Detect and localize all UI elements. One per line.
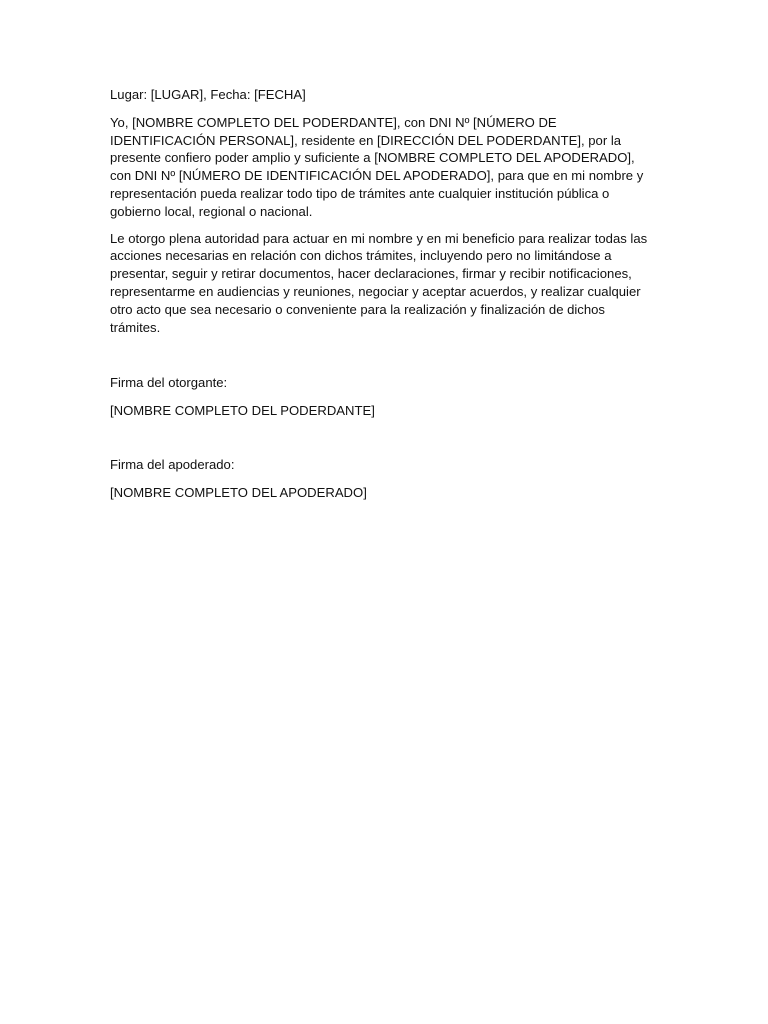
- document-body: [110, 86, 655, 502]
- attorney-signature-label: Firma del apoderado:: [110, 456, 235, 472]
- grantor-signature-label: Firma del otorgante:: [110, 375, 228, 391]
- place-date-line: Lugar: [LUGAR], Fecha: [FECHA]: [110, 87, 306, 102]
- attorney-name: [NOMBRE COMPLETO DEL APODERADO]: [110, 484, 367, 500]
- power-of-attorney-paragraph: Yo, [NOMBRE COMPLETO DEL PODERDANTE], con DNI Nº [NÚMERO DE IDENTIFICACIÓN PERSONAL], residente en [DIRECCIÓN DEL PODERDANTE], por la presente confiero poder amplio y suficiente a [NOMBRE COMPLETO DEL APODERADO], con DNI Nº [NÚMERO DE IDENTIFICACIÓN DEL APODERADO], para que en mi nombre y representación pueda realizar todo tipo de trámites ante cualquier institución pública o gobierno local, regional o nacional.: [110, 114, 644, 219]
- authority-paragraph: Le otorgo plena autoridad para actuar en mi nombre y en mi beneficio para realizar todas las acciones necesarias en relación con dichos trámites, incluyendo pero no limitándose a presentar, seguir y retirar documentos, hacer declaraciones, firmar y recibir notificaciones, representarme en audiencias y reuniones, negociar y aceptar acuerdos, y realizar cualquier otro acto que sea necesario o conveniente para la realización y finalización de dichos trámites.: [110, 230, 648, 335]
- grantor-name: [NOMBRE COMPLETO DEL PODERDANTE]: [110, 403, 375, 419]
